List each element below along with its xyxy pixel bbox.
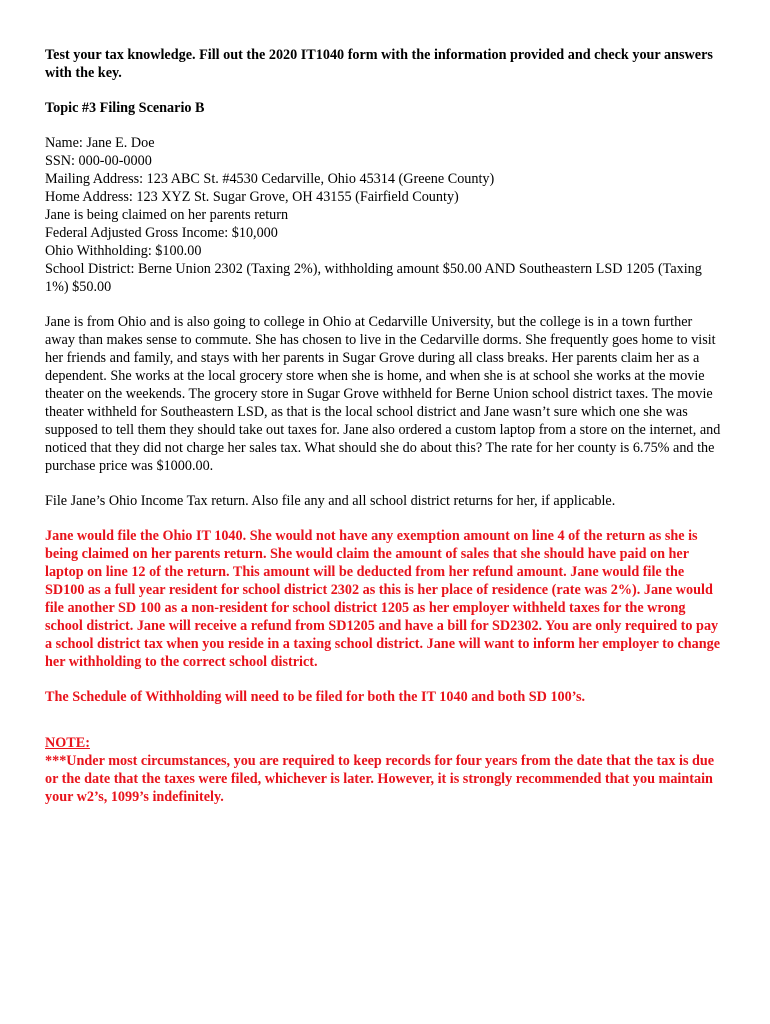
info-home-address: Home Address: 123 XYZ St. Sugar Grove, OH 43155 (Fairfield County) — [45, 189, 459, 205]
info-mailing-address: Mailing Address: 123 ABC St. #4530 Cedarville, Ohio 45314 (Greene County) — [45, 171, 495, 187]
note-label: NOTE: — [45, 735, 90, 751]
scenario-paragraph: Jane is from Ohio and is also going to college in Ohio at Cedarville University, but the college is in a town further away than makes sense to commute. She has chosen to live in the Cedarville dorms. She frequently goes home to visit her friends and family, and stays with her parents in Sugar Grove during all class breaks. Her parents claim her as a dependent. She works at the local grocery store when she is home, and when she is at school she works at the movie theater on the weekends. The grocery store in Sugar Grove withheld for Berne Union school district taxes. The movie theater withheld for Southeastern LSD, as that is the local school district and Jane wasn’t sure which one she was supposed to tell them they should take out taxes for. Jane also ordered a custom laptop from a store on the internet, and noticed that they did not charge her sales tax. What should she do about this? The rate for her county is 6.75% and the purchase price was $1000.00. — [45, 314, 721, 474]
document-page — [45, 46, 725, 806]
task-paragraph: File Jane’s Ohio Income Tax return. Also file any and all school district returns for her, if applicable. — [45, 493, 616, 509]
info-school-district: School District: Berne Union 2302 (Taxing 2%), withholding amount $50.00 AND Southeastern LSD 1205 (Taxing 1%) $50.00 — [45, 261, 702, 295]
note-text: ***Under most circumstances, you are required to keep records for four years from the date that the tax is due or the date that the taxes were filed, whichever is later. However, it is strongly recommended that you maintain your w2’s, 1099’s indefinitely. — [45, 753, 715, 805]
topic-heading: Topic #3 Filing Scenario B — [45, 100, 205, 116]
schedule-paragraph: The Schedule of Withholding will need to be filed for both the IT 1040 and both SD 100’s. — [45, 689, 586, 705]
info-name: Name: Jane E. Doe — [45, 135, 155, 151]
answer-paragraph: Jane would file the Ohio IT 1040. She would not have any exemption amount on line 4 of the return as she is being claimed on her parents return. She would claim the amount of sales that she should have paid on her laptop on line 12 of the return. This amount will be deducted from her refund amount. Jane would file the SD100 as a full year resident for school district 2302 as this is her place of residence (rate was 2%). Jane would file another SD 100 as a non-resident for school district 1205 as her employer withheld taxes for the wrong school district. Jane will receive a refund from SD1205 and have a bill for SD2302. You are only required to pay a school district tax when you reside in a taxing school district. Jane will want to inform her employer to change her withholding to the correct school district. — [45, 528, 721, 670]
taxpayer-info — [45, 134, 725, 296]
info-claimed-status: Jane is being claimed on her parents return — [45, 207, 289, 223]
info-ohio-withholding: Ohio Withholding: $100.00 — [45, 243, 202, 259]
note-section — [45, 734, 725, 806]
info-fagi: Federal Adjusted Gross Income: $10,000 — [45, 225, 278, 241]
instructions-heading: Test your tax knowledge. Fill out the 2020 IT1040 form with the information provided and check your answers with the key. — [45, 47, 713, 81]
info-ssn: SSN: 000-00-0000 — [45, 153, 152, 169]
